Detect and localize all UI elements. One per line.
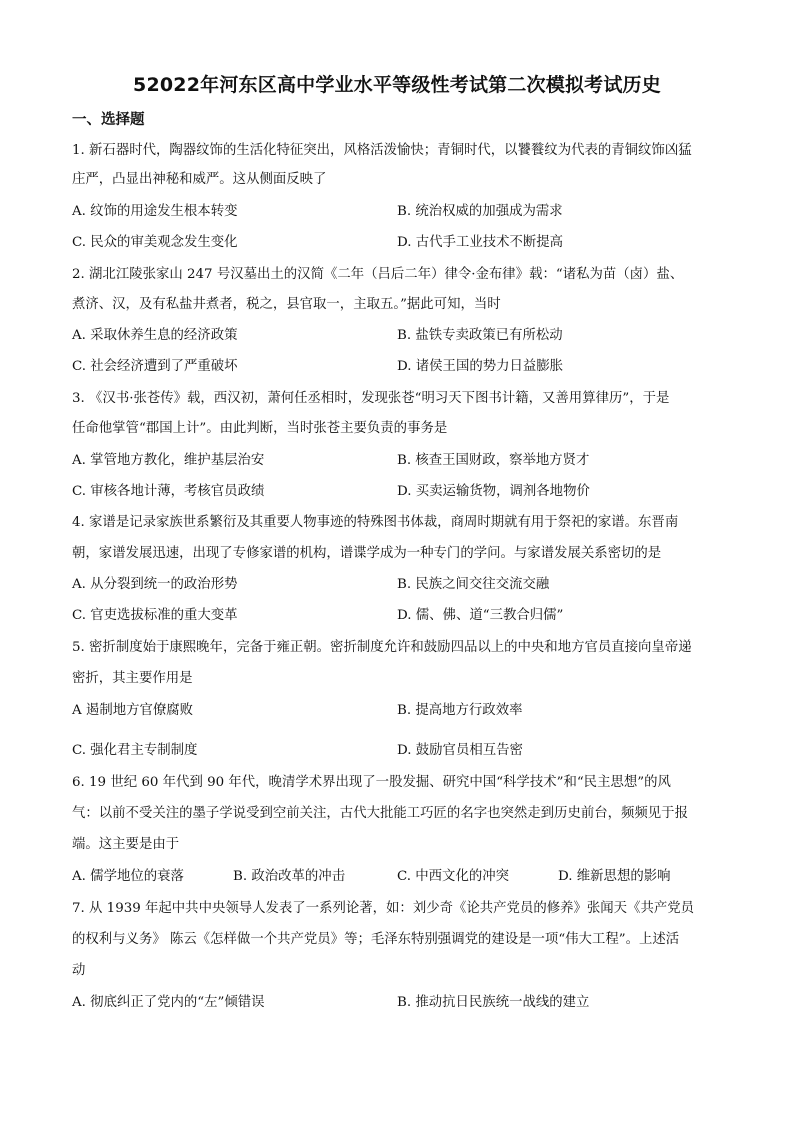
- question-4-line-2: 朝，家谱发展迅速，出现了专修家谱的机构，谱谍学成为一种专门的学问。与家谱发展关系密切的是: [72, 546, 662, 561]
- question-1-option-a: A. 纹饰的用途发生根本转变: [72, 204, 238, 219]
- question-4-option-c: C. 官吏选拔标准的重大变革: [72, 608, 238, 623]
- question-7-line-1: 7. 从 1939 年起中共中央领导人发表了一系列论著，如：刘少奇《论共产党员的修养》张闻天《共产党员: [72, 901, 695, 916]
- question-6-option-d: D. 维新思想的影响: [558, 869, 671, 884]
- question-5-option-c: C. 强化君主专制制度: [72, 743, 198, 758]
- question-3-option-d: D. 买卖运输货物，调剂各地物价: [397, 484, 590, 499]
- question-6-option-a: A. 儒学地位的衰落: [72, 869, 184, 884]
- question-6-option-c: C. 中西文化的冲突: [397, 869, 510, 884]
- question-1-line-1: 1. 新石器时代，陶器纹饰的生活化特征突出，风格活泼愉快；青铜时代，以饕餮纹为代表的青铜纹饰凶猛: [72, 143, 692, 158]
- question-2-line-2: 煮济、汉，及有私盐井煮者，税之，县官取一，主取五。”据此可知，当时: [72, 297, 501, 312]
- question-3-option-a: A. 掌管地方教化，维护基层治安: [72, 453, 265, 468]
- question-2-option-b: B. 盐铁专卖政策已有所松动: [397, 328, 563, 343]
- question-3-line-2: 任命他掌管“郡国上计”。由此判断，当时张苍主要负责的事务是: [72, 421, 448, 436]
- question-4-option-d: D. 儒、佛、道“三教合归儒”: [397, 608, 564, 623]
- question-6-line-2: 气：以前不受关注的墨子学说受到空前关注，古代大批能工巧匠的名字也突然走到历史前台，频频见于报: [72, 806, 688, 821]
- question-6-line-3: 端。这主要是由于: [72, 837, 180, 852]
- question-3-line-1: 3. 《汉书·张苍传》载，西汉初，萧何任丞相时，发现张苍“明习天下图书计籍，又善用算律历”，于是: [72, 391, 670, 406]
- question-2-line-1: 2. 湖北江陵张家山 247 号汉墓出土的汉简《二年（吕后二年）律令·金布律》载：“诸私为苗（卤）盐、: [72, 267, 684, 282]
- question-5-option-a: A 遏制地方官僚腐败: [72, 703, 194, 718]
- question-7-option-b: B. 推动抗日民族统一战线的建立: [397, 995, 590, 1010]
- question-1-option-b: B. 统治权威的加强成为需求: [397, 204, 563, 219]
- section-heading: 一、选择题: [72, 112, 145, 128]
- question-7-line-3: 动: [72, 963, 86, 978]
- question-7-option-a: A. 彻底纠正了党内的“左”倾错误: [72, 995, 265, 1010]
- question-1-option-d: D. 古代手工业技术不断提高: [397, 235, 564, 250]
- question-5-line-2: 密折，其主要作用是: [72, 671, 193, 686]
- question-5-line-1: 5. 密折制度始于康熙晚年，完备于雍正朝。密折制度允许和鼓励四品以上的中央和地方官员直接向皇帝递: [72, 640, 692, 655]
- question-2-option-a: A. 采取休养生息的经济政策: [72, 328, 238, 343]
- question-4-option-a: A. 从分裂到统一的政治形势: [72, 577, 238, 592]
- question-2-option-c: C. 社会经济遭到了严重破坏: [72, 359, 238, 374]
- question-4-option-b: B. 民族之间交往交流交融: [397, 577, 550, 592]
- question-6-option-b: B. 政治改革的冲击: [233, 869, 346, 884]
- question-3-option-c: C. 审核各地计薄，考核官员政绩: [72, 484, 265, 499]
- question-2-option-d: D. 诸侯王国的势力日益膨胀: [397, 359, 564, 374]
- page-title: 52022年河东区高中学业水平等级性考试第二次模拟考试历史: [133, 74, 661, 96]
- question-5-option-b: B. 提高地方行政效率: [397, 703, 523, 718]
- question-6-line-1: 6. 19 世纪 60 年代到 90 年代，晚清学术界出现了一股发掘、研究中国“科学技术”和“民主思想”的风: [72, 775, 671, 790]
- question-5-option-d: D. 鼓励官员相互告密: [397, 743, 523, 758]
- question-3-option-b: B. 核查王国财政，察举地方贤才: [397, 453, 590, 468]
- question-1-option-c: C. 民众的审美观念发生变化: [72, 235, 238, 250]
- question-4-line-1: 4. 家谱是记录家族世系繁衍及其重要人物事迹的特殊图书体裁，商周时期就有用于祭祀的家谱。东晋南: [72, 515, 679, 530]
- question-7-line-2: 的权利与义务》 陈云《怎样做一个共产党员》等；毛泽东特别强调党的建设是一项“伟大工程”。上述活: [72, 932, 680, 947]
- question-1-line-2: 庄严，凸显出神秘和威严。这从侧面反映了: [72, 172, 327, 187]
